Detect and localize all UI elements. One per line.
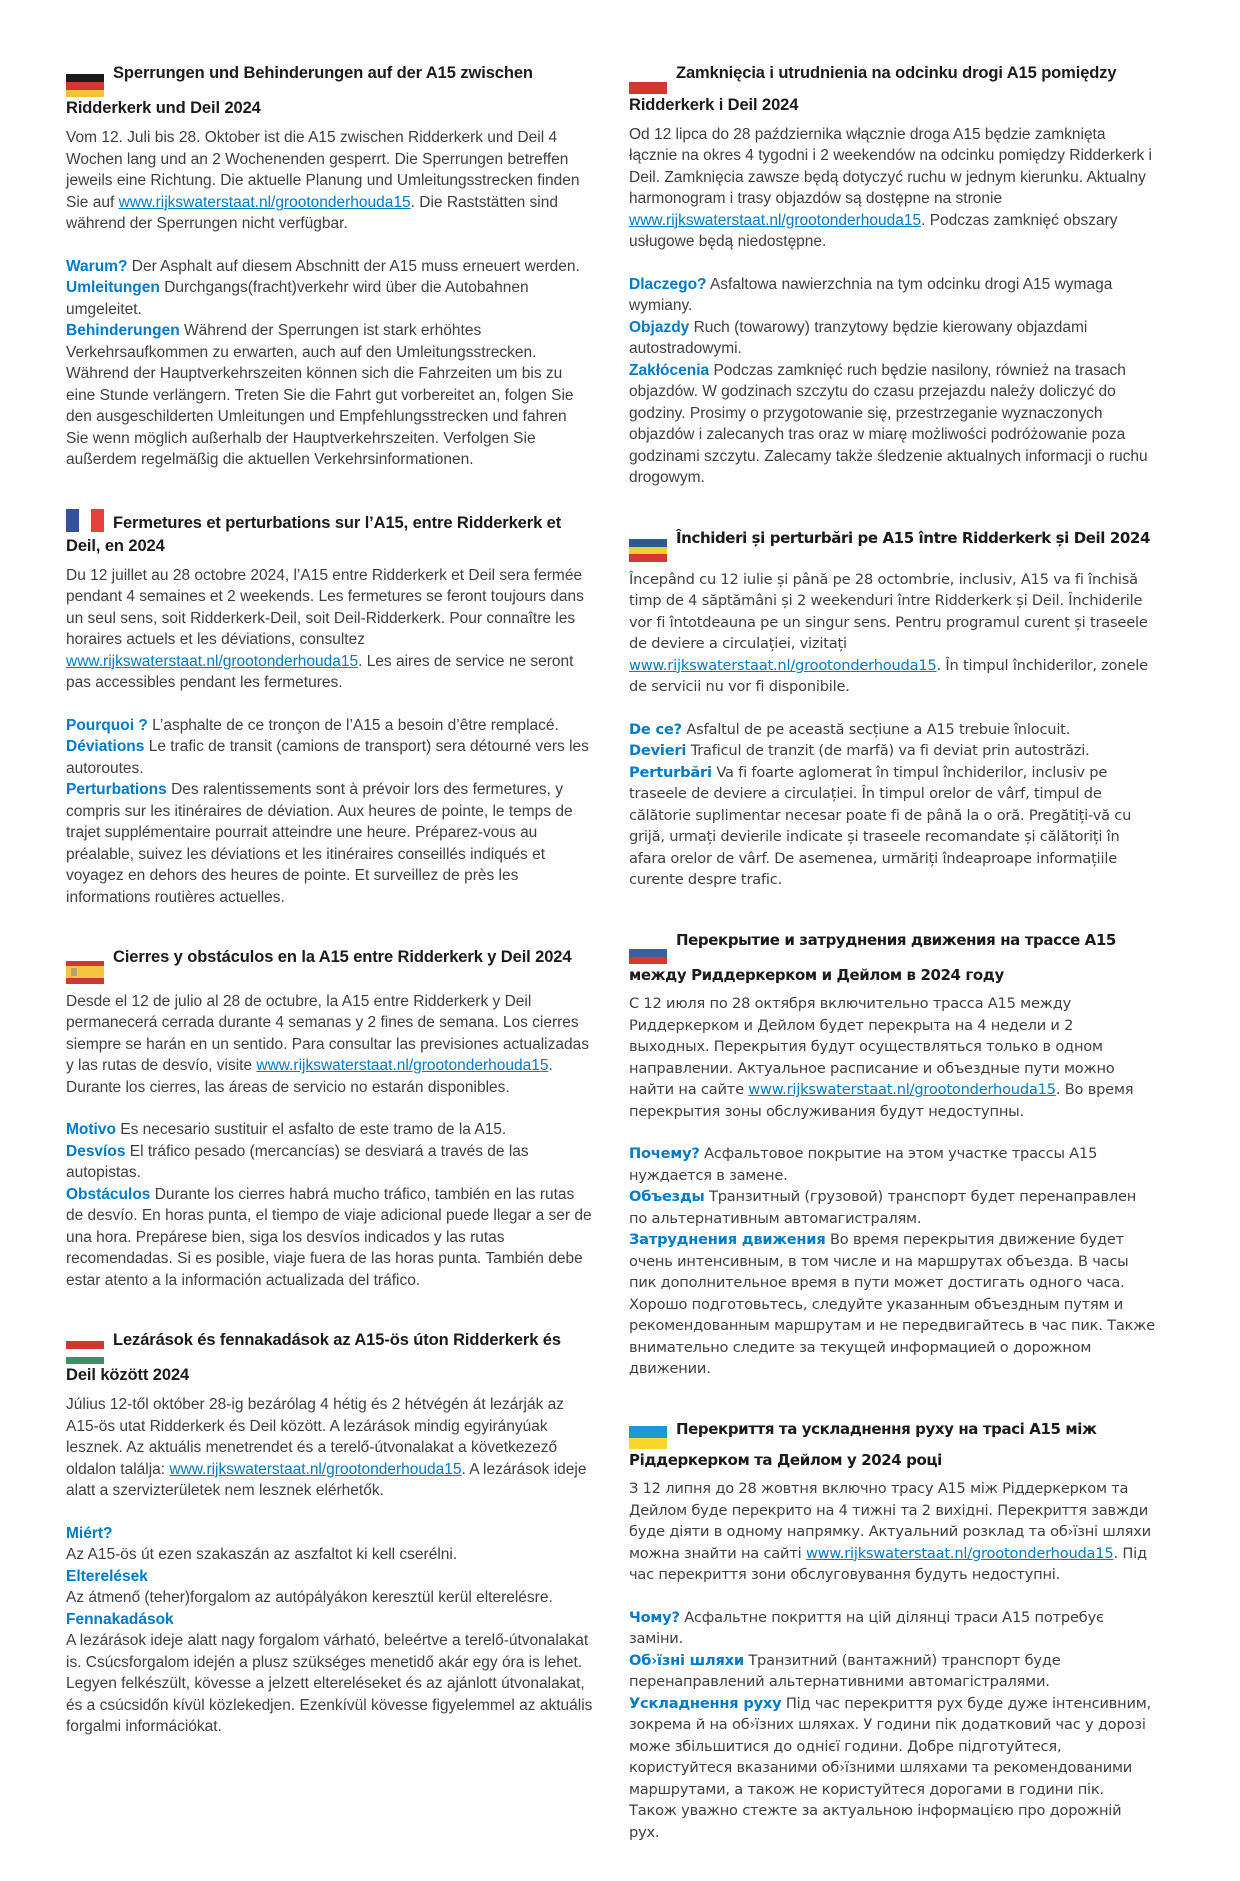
russia-flag-icon <box>629 941 667 964</box>
section-intro <box>629 1478 1156 1586</box>
rijkswaterstaat-link[interactable]: www.rijkswaterstaat.nl/grootonderhouda15 <box>629 211 922 229</box>
section-russian <box>629 929 1156 1380</box>
item-label: Pourquoi ? <box>66 716 148 734</box>
rijkswaterstaat-link[interactable]: www.rijkswaterstaat.nl/grootonderhouda15 <box>748 1081 1056 1099</box>
item-text: Traficul de tranzit (de marfă) va fi deviat prin autostrăzi. <box>690 742 1090 760</box>
item-label: De ce? <box>629 720 682 738</box>
info-item <box>66 1119 593 1141</box>
info-items <box>66 715 593 909</box>
info-items <box>66 1523 593 1738</box>
item-label: Объезды <box>629 1188 705 1206</box>
item-label: Ускладнення руху <box>629 1694 782 1712</box>
info-item <box>66 1523 593 1566</box>
section-intro <box>629 993 1156 1122</box>
item-text: Des ralentissements sont à prévoir lors des fermetures, y compris sur les itinéraires de déviation. Aux heures de pointe, le temps de trajet supplémentaire pourrait atteindre une heure. Préparez-vous au préalable, suivez les déviations et les itinéraires conseillés indiqués et voyagez en dehors des heures de pointe. Et surveillez de près les informations routières actuelles. <box>66 781 573 906</box>
item-label: Devieri <box>629 742 687 760</box>
intro-text: Vom 12. Juli bis 28. Oktober ist die A15 zwischen Ridderkerk und Deil 4 Wochen lang und an 2 Wochenenden gesperrt. Die Sperrungen betreffen jeweils eine Richtung. Die aktuelle Planung und Umleitungsstrecken finden Sie auf <box>66 129 580 211</box>
info-item <box>66 256 593 278</box>
item-label: Behinderungen <box>66 322 180 340</box>
intro-text: Od 12 lipca do 28 października włącznie droga A15 będzie zamknięta łącznie na okres 4 tygodni i 2 weekendów na odcinku pomiędzy Ridderkerk i Deil. Zamknięcia zawsze będą dotyczyć ruchu w jednym kierunku. Aktualny harmonogram i trasy objazdów są dostępne na stronie <box>629 125 1152 207</box>
section-heading-spanish <box>66 946 593 983</box>
item-text: Транзитний (вантажний) транспорт буде перенаправлений альтернативними автомагістралями. <box>629 1651 1061 1691</box>
section-intro <box>66 991 593 1099</box>
section-heading-romanian <box>629 527 1156 562</box>
item-label: Objazdy <box>629 318 690 336</box>
section-heading-hungarian <box>66 1329 593 1387</box>
item-label: Miért? <box>66 1524 113 1542</box>
section-heading-german <box>66 62 593 120</box>
romania-flag-icon <box>629 539 667 562</box>
item-label: Чому? <box>629 1608 680 1626</box>
info-item <box>629 719 1156 741</box>
info-item <box>66 1566 593 1609</box>
item-text: Während der Sperrungen ist stark erhöhtes Verkehrsaufkommen zu erwarten, auch auf den Umleitungsstrecken. Während der Hauptverkehrszeiten können sich die Fahrzeiten um bis zu eine Stunde verlängern. Treten Sie die Fahrt gut vorbereitet an, folgen Sie den ausgeschilderten Umleitungen und Empfehlungsstrecken und fahren Sie wenn möglich außerhalb der Hauptverkehrszeiten. Verfolgen Sie außerdem regelmäßig die aktuellen Verkehrsinformationen. <box>66 322 574 469</box>
intro-text: З 12 липня до 28 жовтня включно трасу А15 між Ріддеркерком та Дейлом буде перекрито на 4 тижні та 2 вихідні. Перекриття завжди буде діяти в одному напрямку. Актуальний розклад та об›їзні шляхи можна знайти на сайті <box>629 1480 1151 1562</box>
item-text: Az átmenő (teher)forgalom az autópályákon keresztül kerül elterelésre. <box>66 1589 553 1607</box>
ukraine-flag-icon <box>629 1426 667 1449</box>
section-heading-french <box>66 509 593 558</box>
rijkswaterstaat-link[interactable]: www.rijkswaterstaat.nl/grootonderhouda15 <box>118 193 411 211</box>
item-text: Podczas zamknięć ruch będzie nasilony, również na trasach objazdów. W godzinach szczytu do czasu przejazdu należy doliczyć do godziny. Prosimy o przygotowanie się, przestrzeganie wyznaczonych objazdów i zalecanych tras oraz w miarę możliwości podróżowanie poza godzinami szczytu. Zalecamy także śledzenie aktualnych informacji o ruchu drogowym. <box>629 361 1148 486</box>
info-item <box>66 715 593 737</box>
intro-text: Desde el 12 de julio al 28 de octubre, la A15 entre Ridderkerk y Deil permanecerá cerrada durante 4 semanas y 2 fines de semana. Los cierres siempre se harán en un sentido. Para consultar las previsiones actualizadas y las rutas de desvío, visite <box>66 992 589 1075</box>
section-title-text: Sperrungen und Behinderungen auf der A15 zwischen Ridderkerk und Deil 2024 <box>66 64 533 118</box>
section-title-text: Перекриття та ускладнення руху на трасі А15 між Ріддеркерком та Дейлом у 2024 році <box>629 1419 1097 1470</box>
item-text: Az A15-ös út ezen szakaszán az aszfaltot ki kell cserélni. <box>66 1546 458 1564</box>
item-label: Warum? <box>66 257 128 275</box>
section-ukrainian <box>629 1418 1156 1844</box>
section-title-text: Перекрытие и затруднения движения на трассе А15 между Риддеркерком и Дейлом в 2024 году <box>629 930 1116 985</box>
item-label: Elterelések <box>66 1567 148 1585</box>
item-text: Ruch (towarowy) tranzytowy będzie kierowany objazdami autostradowymi. <box>629 318 1088 357</box>
france-flag-icon <box>66 509 104 532</box>
intro-text: . A lezárások ideje alatt a szervizterületek nem lesznek elérhetők. <box>66 1460 587 1500</box>
item-text: Транзитный (грузовой) транспорт будет перенаправлен по альтернативным автомагистралям. <box>629 1188 1137 1227</box>
intro-text: Du 12 juillet au 28 octobre 2024, l’A15 entre Ridderkerk et Deil sera fermée pendant 4 semaines et 2 weekends. Les fermetures se feront toujours dans un seul sens, soit Ridderkerk-Deil, soit Deil-Ridderkerk. Pour connaître les horaires actuels et les déviations, consultez <box>66 566 584 649</box>
item-text: Во время перекрытия движение будет очень интенсивным, в том числе и на маршрутах объезда. В часы пик дополнительное время в пути может достигать одного часа. Хорошо подготовьтесь, следуйте указанным объездным путям и рекомендованным маршрутам и не передвигайтесь в час пик. Также внимательно следите за текущей информацией о дорожном движении. <box>629 1231 1155 1378</box>
germany-flag-icon <box>66 74 104 97</box>
section-title-text: Cierres y obstáculos en la A15 entre Ridderkerk y Deil 2024 <box>113 948 572 967</box>
hungary-flag-icon <box>66 1341 104 1364</box>
info-item <box>66 736 593 779</box>
info-item <box>629 740 1156 762</box>
rijkswaterstaat-link[interactable]: www.rijkswaterstaat.nl/grootonderhouda15 <box>256 1057 549 1075</box>
info-item <box>66 1184 593 1292</box>
item-label: Desvíos <box>66 1142 126 1160</box>
item-label: Fennakadások <box>66 1610 174 1628</box>
section-title-text: Închideri și perturbări pe A15 între Ridderkerk și Deil 2024 <box>676 528 1150 547</box>
info-item <box>629 274 1156 317</box>
section-intro <box>66 127 593 235</box>
info-item <box>66 1141 593 1184</box>
section-spanish <box>66 946 593 1291</box>
info-item <box>629 762 1156 891</box>
item-text: Der Asphalt auf diesem Abschnitt der A15 muss erneuert werden. <box>131 257 580 275</box>
section-heading-russian <box>629 929 1156 986</box>
item-label: Zakłócenia <box>629 361 710 379</box>
rijkswaterstaat-link[interactable]: www.rijkswaterstaat.nl/grootonderhouda15 <box>66 652 359 670</box>
info-item <box>629 1143 1156 1186</box>
section-intro <box>629 569 1156 698</box>
section-polish <box>629 62 1156 489</box>
rijkswaterstaat-link[interactable]: www.rijkswaterstaat.nl/grootonderhouda15 <box>805 1544 1114 1562</box>
section-german <box>66 62 593 471</box>
info-item <box>629 1693 1156 1844</box>
item-label: Затруднения движения <box>629 1231 826 1249</box>
section-romanian <box>629 527 1156 891</box>
rijkswaterstaat-link[interactable]: www.rijkswaterstaat.nl/grootonderhouda15 <box>629 656 937 674</box>
info-items <box>66 256 593 471</box>
section-heading-ukrainian <box>629 1418 1156 1472</box>
section-intro <box>66 565 593 694</box>
item-text: Durante los cierres habrá mucho tráfico, también en las rutas de desvío. En horas punta, el tiempo de viaje adicional puede llegar a ser de una hora. Prepárese bien, siga los desvíos indicados y las rutas recomendadas. Si es posible, viaje fuera de las horas punta. También debe estar atento a la información actualizada del tráfico. <box>66 1185 592 1289</box>
item-text: Va fi foarte aglomerat în timpul închiderilor, inclusiv pe traseele de deviere a circulației. În timpul orelor de vârf, timpul de călătorie suplimentar necesar poate fi de până la o oră. Pregătiți-vă cu grijă, urmați devierile indicate și traseele recomandate și călătoriți în afara orelor de vârf. De asemenea, urmăriți îndeaproape informațiile curente despre trafic. <box>629 763 1132 889</box>
intro-text: С 12 июля по 28 октября включительно трасса А15 между Риддеркерком и Дейлом будет перекрыта на 4 недели и 2 выходных. Перекрытия будут осуществляться только в одном направлении. Актуальное расписание и объездные пути можно найти на сайте <box>629 995 1115 1099</box>
item-label: Dlaczego? <box>629 275 707 293</box>
poland-flag-icon <box>629 71 667 94</box>
section-intro <box>629 124 1156 253</box>
spain-flag-icon <box>66 961 104 984</box>
item-text: Le trafic de transit (camions de transport) sera détourné vers les autoroutes. <box>66 738 589 777</box>
info-item <box>629 1186 1156 1229</box>
item-text: Асфальтовое покрытие на этом участке трассы А15 нуждается в замене. <box>629 1145 1098 1184</box>
item-text: Durchgangs(fracht)verkehr wird über die Autobahnen umgeleitet. <box>66 279 529 318</box>
item-label: Об›їзні шляхи <box>629 1651 744 1669</box>
item-text: Es necesario sustituir el asfalto de este tramo de la A15. <box>120 1121 507 1139</box>
info-item <box>66 320 593 471</box>
intro-text: . Під час перекриття зони обслуговування будуть недоступні. <box>629 1544 1147 1584</box>
item-label: Perturbations <box>66 781 167 799</box>
section-french <box>66 509 593 909</box>
item-label: Motivo <box>66 1121 116 1139</box>
item-label: Umleitungen <box>66 279 160 297</box>
intro-text: . Durante los cierres, las áreas de servicio no estarán disponibles. <box>66 1057 553 1096</box>
info-item <box>629 1607 1156 1650</box>
intro-text: . Podczas zamknięć obszary usługowe będą niedostępne. <box>629 211 1118 250</box>
item-label: Почему? <box>629 1145 700 1163</box>
info-items <box>629 1607 1156 1844</box>
right-column <box>629 62 1156 1881</box>
item-label: Obstáculos <box>66 1185 151 1203</box>
item-label: Perturbări <box>629 763 712 781</box>
item-text: El tráfico pesado (mercancías) se desviará a través de las autopistas. <box>66 1142 529 1182</box>
section-title-text: Zamknięcia i utrudnienia na odcinku drogi A15 pomiędzy Ridderkerk i Deil 2024 <box>629 64 1117 114</box>
intro-text: Începând cu 12 iulie și până pe 28 octombrie, inclusiv, A15 va fi închisă timp de 4 săptămâni și 2 weekenduri între Ridderkerk și Deil. Închiderile vor fi întotdeauna pe un singur sens. Pentru programul curent și traseele de deviere a circulației, vizitați <box>629 570 1148 653</box>
section-title-text: Lezárások és fennakadások az A15-ös úton Ridderkerk és Deil között 2024 <box>66 1331 561 1385</box>
section-hungarian <box>66 1329 593 1738</box>
info-item <box>66 277 593 320</box>
intro-text: . Во время перекрытия зоны обслуживания будут недоступны. <box>629 1081 1134 1120</box>
info-items <box>629 1143 1156 1380</box>
info-item <box>66 779 593 908</box>
intro-text: . În timpul închiderilor, zonele de servicii nu vor fi disponibile. <box>629 656 1148 696</box>
info-item <box>629 1650 1156 1693</box>
item-text: Asfaltul de pe această secțiune a A15 trebuie înlocuit. <box>686 720 1071 738</box>
item-text: L’asphalte de ce tronçon de l’A15 a besoin d’être remplacé. <box>152 716 559 734</box>
intro-text: . Die Raststätten sind während der Sperrungen nicht verfügbar. <box>66 193 558 233</box>
info-item <box>66 1609 593 1738</box>
item-text: Асфальтне покриття на цій ділянці траси А15 потребує заміни. <box>629 1608 1104 1648</box>
info-items <box>629 274 1156 489</box>
info-item <box>629 317 1156 360</box>
item-label: Déviations <box>66 738 145 756</box>
left-column <box>66 62 593 1881</box>
intro-text: Július 12-től október 28-ig bezárólag 4 hétig és 2 hétvégén át lezárják az A15-ös utat Ridderkerk és Deil között. A lezárások mindig egyirányúak lesznek. Az aktuális menetrendet és a terelő-útvonalakat a következező oldalon találja: <box>66 1396 565 1478</box>
intro-text: . Les aires de service ne seront pas accessibles pendant les fermetures. <box>66 652 574 692</box>
info-items <box>66 1119 593 1291</box>
info-items <box>629 719 1156 891</box>
section-intro <box>66 1394 593 1502</box>
item-text: Asfaltowa nawierzchnia na tym odcinku drogi A15 wymaga wymiany. <box>629 275 1113 314</box>
section-heading-polish <box>629 62 1156 117</box>
section-title-text: Fermetures et perturbations sur l’A15, entre Ridderkerk et Deil, en 2024 <box>66 513 562 555</box>
item-text: A lezárások ideje alatt nagy forgalom várható, beleértve a terelő-útvonalakat is. Csúcsforgalom idején a plusz szükséges menetidő akár egy óra is lehet. Legyen felkészült, kövesse a jelzett eltereléseket és az ajánlott útvonalakat, és a csúcsidőn kívül közlekedjen. Ezenkívül kövesse figyelemmel az aktuális forgalmi információkat. <box>66 1632 593 1736</box>
rijkswaterstaat-link[interactable]: www.rijkswaterstaat.nl/grootonderhouda15 <box>169 1460 462 1478</box>
item-text: Під час перекриття рух буде дуже інтенсивним, зокрема й на об›їзних шляхах. У години пік додатковий час у дорозі може збільшитися до однієї години. Добре підготуйтеся, користуйтеся вказаними об›їзними шляхами та рекомендованими маршрутами, а також не користуйтеся дорогами в години пік. Також уважно стежте за актуальною інформацією про дорожній рух. <box>629 1694 1152 1841</box>
info-item <box>629 360 1156 489</box>
info-item <box>629 1229 1156 1380</box>
